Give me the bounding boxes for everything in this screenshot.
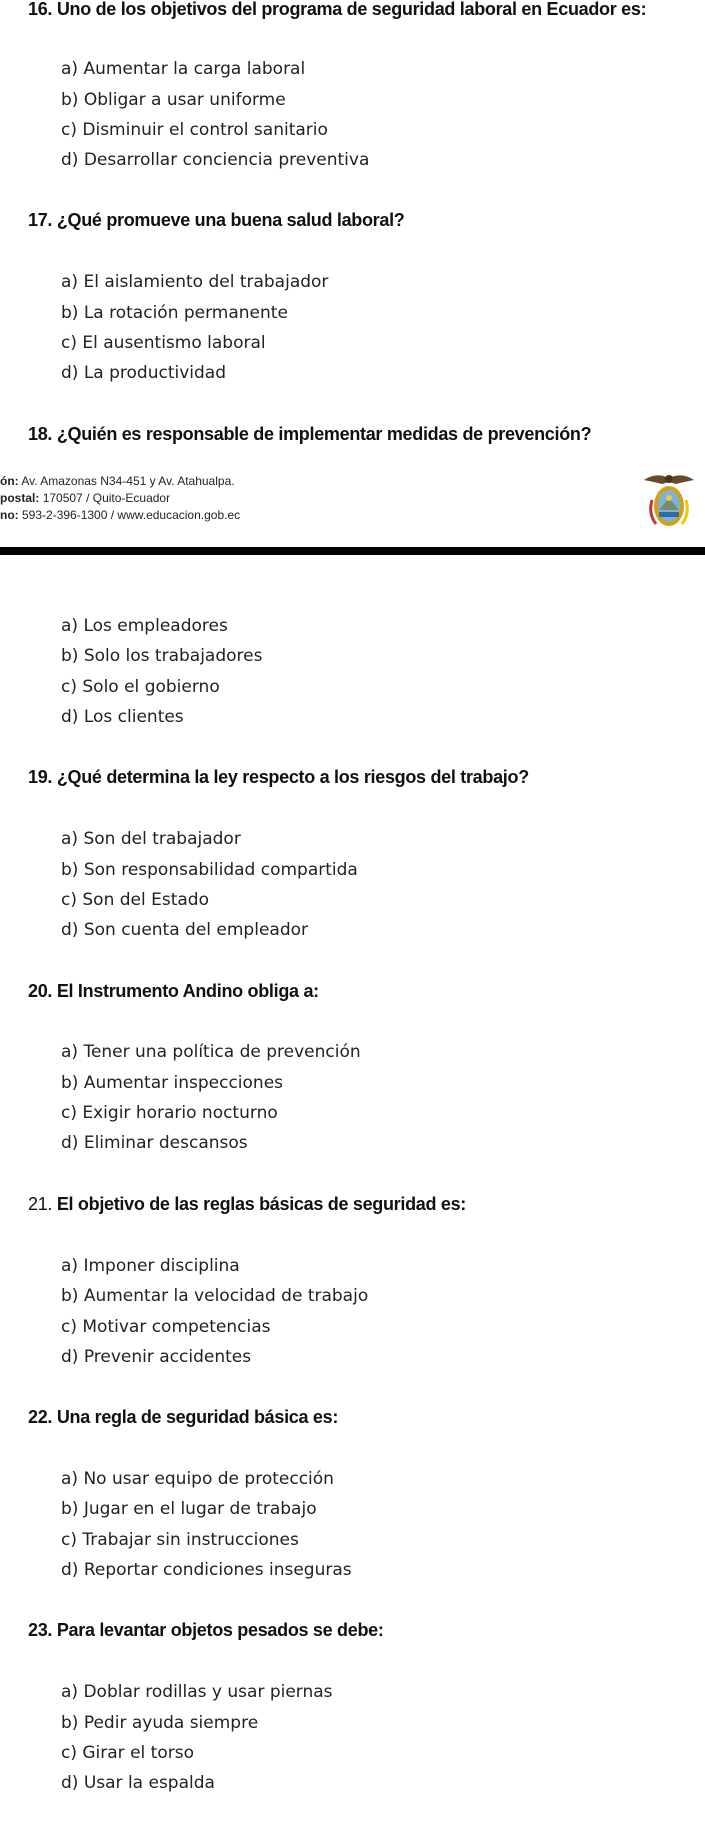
option-d: d) Los clientes [61, 707, 184, 727]
question-title: 23. Para levantar objetos pesados se debe: [28, 1620, 384, 1640]
option-d: d) La productividad [61, 363, 227, 383]
option-a: a) Tener una política de prevención [61, 1042, 361, 1062]
question-title: 16. Uno de los objetivos del programa de seguridad laboral en Ecuador es: [28, 0, 647, 19]
question-title: 18. ¿Quién es responsable de implementar medidas de prevención? [28, 424, 592, 444]
option-a: a) Son del trabajador [61, 829, 241, 849]
option-b: b) La rotación permanente [61, 303, 288, 323]
option-d: d) Desarrollar conciencia preventiva [61, 150, 370, 170]
option-c: c) Exigir horario nocturno [61, 1103, 278, 1123]
option-a: a) Imponer disciplina [61, 1256, 240, 1276]
footer-address: ón: Av. Amazonas N34-451 y Av. Atahualpa. [0, 474, 235, 488]
question-title: 22. Una regla de seguridad básica es: [28, 1407, 339, 1427]
option-d: d) Son cuenta del empleador [61, 920, 309, 940]
option-d: d) Eliminar descansos [61, 1133, 248, 1153]
option-d: d) Usar la espalda [61, 1773, 215, 1793]
option-a: a) Aumentar la carga laboral [61, 59, 306, 79]
option-b: b) Aumentar la velocidad de trabajo [61, 1286, 369, 1306]
question-title: 19. ¿Qué determina la ley respecto a los riesgos del trabajo? [28, 767, 529, 787]
footer-phone: no: 593-2-396-1300 / www.educacion.gob.ec [0, 508, 241, 522]
option-c: c) Girar el torso [61, 1743, 194, 1763]
option-b: b) Jugar en el lugar de trabajo [61, 1499, 317, 1519]
question-title: 21. El objetivo de las reglas básicas de seguridad es: [28, 1194, 466, 1214]
option-b: b) Pedir ayuda siempre [61, 1713, 259, 1733]
option-d: d) Reportar condiciones inseguras [61, 1560, 352, 1580]
option-b: b) Obligar a usar uniforme [61, 90, 286, 110]
option-c: c) Disminuir el control sanitario [61, 120, 328, 140]
option-a: a) Los empleadores [61, 616, 228, 636]
option-c: c) Trabajar sin instrucciones [61, 1530, 299, 1550]
coat-of-arms-icon [642, 470, 696, 532]
question-title: 20. El Instrumento Andino obliga a: [28, 981, 319, 1001]
option-a: a) No usar equipo de protección [61, 1469, 334, 1489]
option-b: b) Solo los trabajadores [61, 646, 263, 666]
option-a: a) El aislamiento del trabajador [61, 272, 329, 292]
footer-postal: postal: 170507 / Quito-Ecuador [0, 491, 171, 505]
question-title: 17. ¿Qué promueve una buena salud laboral? [28, 210, 405, 230]
option-c: c) Son del Estado [61, 890, 210, 910]
option-d: d) Prevenir accidentes [61, 1347, 252, 1367]
option-b: b) Son responsabilidad compartida [61, 860, 358, 880]
option-b: b) Aumentar inspecciones [61, 1073, 284, 1093]
option-c: c) Solo el gobierno [61, 677, 220, 697]
option-c: c) Motivar competencias [61, 1317, 271, 1337]
option-a: a) Doblar rodillas y usar piernas [61, 1682, 333, 1702]
option-c: c) El ausentismo laboral [61, 333, 266, 353]
page-divider [0, 547, 705, 555]
